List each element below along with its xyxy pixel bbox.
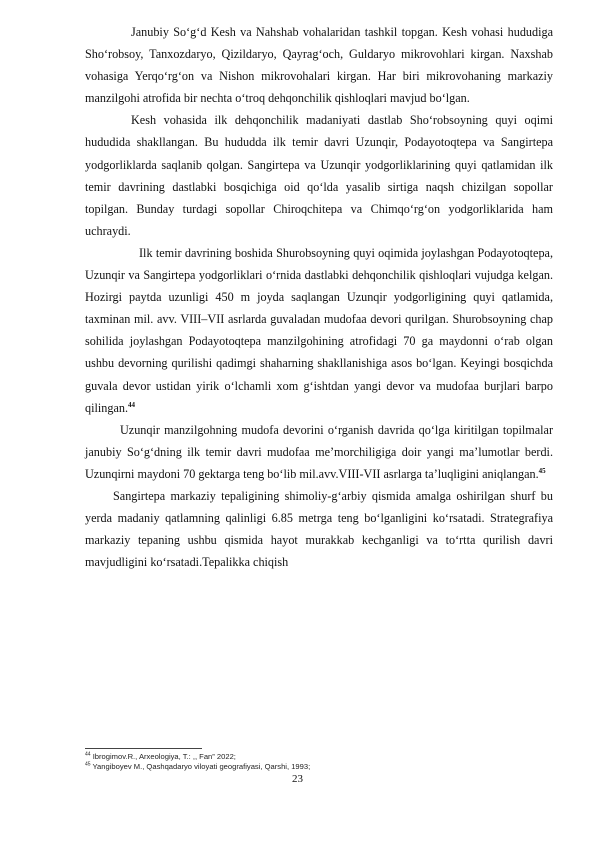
footnote-text: Yangiboyev M., Qashqadaryo viloyati geografiyasi, Qarshi, 1993; [92,762,311,772]
paragraph-1-text: Janubiy So‘g‘d Kesh va Nahshab vohalaridan tashkil topgan. Kesh vohasi hududiga Sho‘robsoy, Tanxozdaryo, Qizildaryo, Qayrag‘och, Guldaryo mikrovohlari kirgan. Naxshab vohasiga Yerqo‘rg‘on va Nishon mikrovohalari kirgan. Har biri mikrovohaning markaziy manzilgohi atrofida bir nechta o‘troq dehqonchilik qishloqlari mavjud bo‘lgan. [85,25,553,106]
page-number: 23 [292,773,303,785]
footnotes [85,752,553,772]
body-text [85,21,553,573]
footnote-ref-44[interactable]: 44 [128,400,135,409]
paragraph-4 [85,419,553,485]
paragraph-5 [85,485,553,573]
footnote-ref-45[interactable]: 45 [538,466,546,475]
footnote-44 [85,752,553,762]
paragraph-3-text: Ilk temir davrining boshida Shurobsoyning quyi oqimida joylashgan Podayotoqtepa, Uzunqir va Sangirtepa yodgorliklari o‘rnida dastlabki dehqonchilik qishloqlari vujudga kelgan. Hozirgi paytda uzunligi 450 m joyda saqlangan Uzunqir yodgorligining quyi qatlamida, taxminan mil. avv. VIII–VII asrlarda guvaladan mudofaa devori qurilgan. Shurobsoyning chap sohilida joylashgan Podayotoqtepa manzilgohining atrofidagi 70 ga maydonni o‘rab olgan ushbu devorning qurilishi qadimgi shaharning shakllanishiga asos bo‘lgan. Keyingi bosqichda guvala devor ustidan yirik o‘lchamli xom g‘ishtdan yangi devor va mudofaa burjlari barpo qilingan. [85,245,553,415]
paragraph-4-text: Uzunqir manzilgohning mudofa devorini o‘rganish davrida qo‘lga kiritilgan topilmalar janubiy So‘g‘dning ilk temir davri mudofaa me’morchiligiga doir yangi ma’lumotlar berdi. Uzunqirni maydoni 70 gektarga teng bo‘lib mil.avv.VIII-VII asrlarga ta’luqligini aniqlangan. [85,422,553,481]
footnote-45 [85,762,553,772]
footnote-divider [85,748,202,749]
paragraph-1 [85,21,553,109]
paragraph-3 [85,242,553,419]
footnote-text: Ibrogimov.R., Arxeologiya, T.: ,, Fan” 2022; [92,752,236,761]
footnote-number: 44 [85,751,91,758]
paragraph-2 [85,109,553,242]
paragraph-5-text: Sangirtepa markaziy tepaligining shimoliy-g‘arbiy qismida amalga oshirilgan shurf bu yerda madaniy qatlamning qalinligi 6.85 metrga teng bo‘lganligini ko‘rsatadi. Strategrafiya markaziy tepaning ushbu qismida hayot murakkab kechganligi va to‘rtta qurilish davri mavjudligini ko‘rsatadi.Tepalikka chiqish [85,488,553,570]
paragraph-2-text: Kesh vohasida ilk dehqonchilik madaniyati dastlab Sho‘robsoyning quyi oqimi hududida shakllangan. Bu hududda ilk temir davri Uzunqir, Podayotoqtepa va Sangirtepa yodgorliklarda saqlanib qolgan. Sangirtepa va Uzunqir yodgorliklarining quyi qatlamidan ilk temir davrining dastlabki bosqichiga oid qo‘lda yasalib sirtiga naqsh chizilgan sopollar topilgan. Bunday turdagi sopollar Chiroqchitepa va Chimqo‘rg‘on yodgorliklarida ham uchraydi. [85,113,553,238]
footnote-number: 45 [85,761,91,768]
